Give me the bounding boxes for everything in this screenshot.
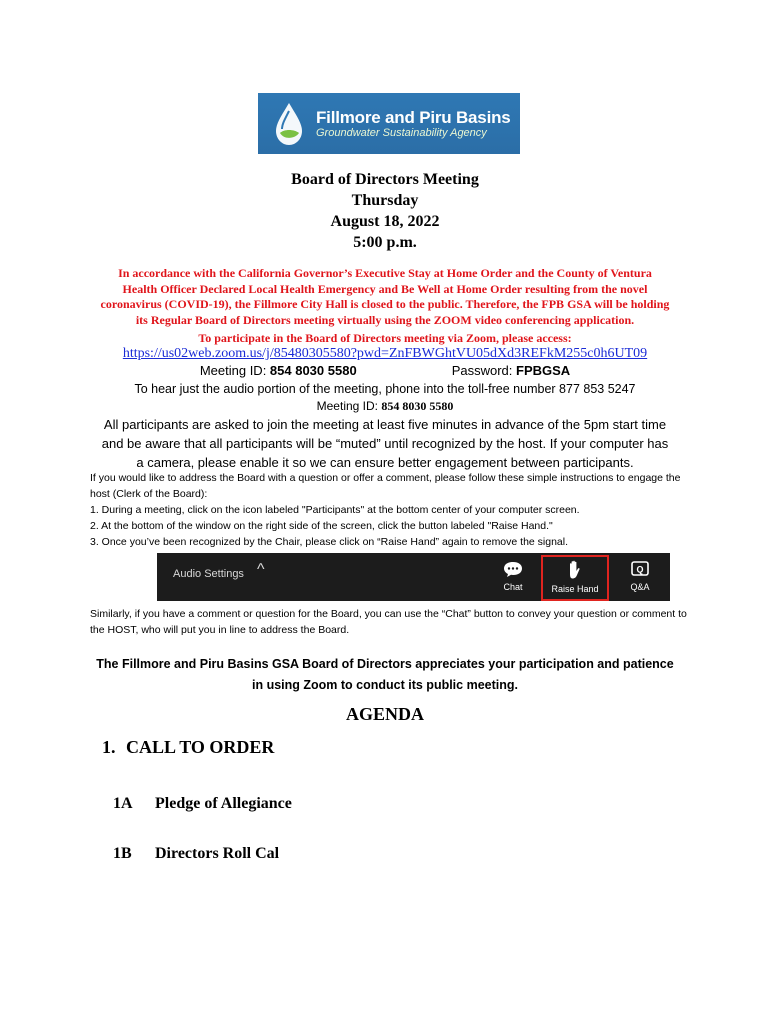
chat-button — [488, 557, 538, 597]
raise-hand-label: Raise Hand — [551, 584, 599, 594]
qa-icon — [615, 560, 665, 580]
agenda-item-1 — [102, 737, 274, 758]
closure-notice: In accordance with the California Governor’s Executive Stay at Home Order and the County of Ventura Health Officer Declared Local Health Emergency and Be Well at Home Order resulting from the novel coronavirus (COVID-19), the Fillmore City Hall is closed to the public. Therefore, the FPB GSA will be holding its Regular Board of Directors meeting virtually using the ZOOM video conferencing application. — [100, 266, 670, 327]
agenda-subitem-label: Pledge of Allegiance — [155, 795, 292, 812]
participants-note: All participants are asked to join the meeting at least five minutes in advance of the 5pm start time and be aware that all participants will be “muted” until recognized by the host. If your computer has a camera, please enable it so we can ensure better engagement between participants. — [101, 417, 669, 470]
meeting-day: Thursday — [351, 192, 419, 209]
meeting-id: 854 8030 5580 — [269, 363, 357, 378]
agenda-subitem — [113, 845, 279, 863]
agenda-heading: AGENDA — [345, 704, 424, 724]
chat-label: Chat — [503, 582, 523, 592]
meeting-title: Board of Directors Meeting — [291, 171, 479, 188]
water-drop-icon — [268, 99, 310, 149]
instruction-step: 2. At the bottom of the window on the right side of the screen, click the button labeled "Raise Hand." — [90, 520, 553, 532]
logo-subtitle: Groundwater Sustainability Agency — [316, 126, 487, 139]
qa-button — [615, 557, 665, 597]
password-label: Password: — [451, 363, 516, 378]
agenda-item-number: 1. — [102, 737, 116, 757]
meeting-time: 5:00 p.m. — [353, 234, 417, 251]
password-value: FPBGSA — [516, 363, 571, 378]
audio-settings-label: Audio Settings — [173, 568, 244, 580]
instruction-step: 3. Once you’ve been recognized by the Chair, please click on “Raise Hand” again to remove the signal. — [90, 536, 569, 548]
zoom-toolbar-screenshot — [157, 553, 670, 601]
phone-instructions: To hear just the audio portion of the meeting, phone into the toll-free number 877 853 5247 — [134, 382, 636, 396]
meeting-id-label: Meeting ID: — [199, 363, 270, 378]
meeting-credentials — [0, 363, 770, 378]
logo-title: Fillmore and Piru Basins — [316, 107, 511, 127]
raise-hand-button — [541, 555, 609, 601]
meeting-id-label-2: Meeting ID: — [316, 399, 382, 413]
agenda-subitem — [113, 795, 292, 813]
chevron-up-icon: ^ — [257, 561, 265, 578]
chat-icon — [488, 560, 538, 580]
agenda-subitem-number: 1A — [113, 795, 133, 812]
hand-icon — [543, 560, 607, 582]
agenda-item-label: CALL TO ORDER — [126, 737, 275, 757]
zoom-access-note: To participate in the Board of Directors meeting via Zoom, please access: — [198, 331, 572, 345]
appreciation-note: The Fillmore and Piru Basins GSA Board of Directors appreciates your participation and patience in using Zoom to conduct its public meeting. — [96, 657, 674, 692]
meeting-date: August 18, 2022 — [330, 213, 440, 230]
qa-label: Q&A — [630, 582, 650, 592]
zoom-link[interactable]: https://us02web.zoom.us/j/85480305580?pwd=ZnFBWGhtVU05dXd3REFkM255c0h6UT09 — [122, 346, 648, 361]
instruction-step: 1. During a meeting, click on the icon labeled "Participants" at the bottom center of your computer screen. — [90, 504, 580, 516]
phone-meeting-id — [0, 399, 770, 414]
agenda-subitem-number: 1B — [113, 845, 132, 862]
meeting-id-2: 854 8030 5580 — [381, 399, 454, 413]
agenda-subitem-label: Directors Roll Cal — [155, 845, 280, 862]
chat-instructions: Similarly, if you have a comment or question for the Board, you can use the “Chat” button to convey your question or comment to the HOST, who will put you in line to address the Board. — [90, 608, 687, 636]
instructions-intro: If you would like to address the Board with a question or offer a comment, please follow these simple instructions to engage the host (Clerk of the Board): — [90, 472, 681, 500]
svg-text:Q: Q — [636, 564, 644, 575]
comment-instructions — [90, 470, 690, 550]
agency-logo — [258, 93, 520, 154]
